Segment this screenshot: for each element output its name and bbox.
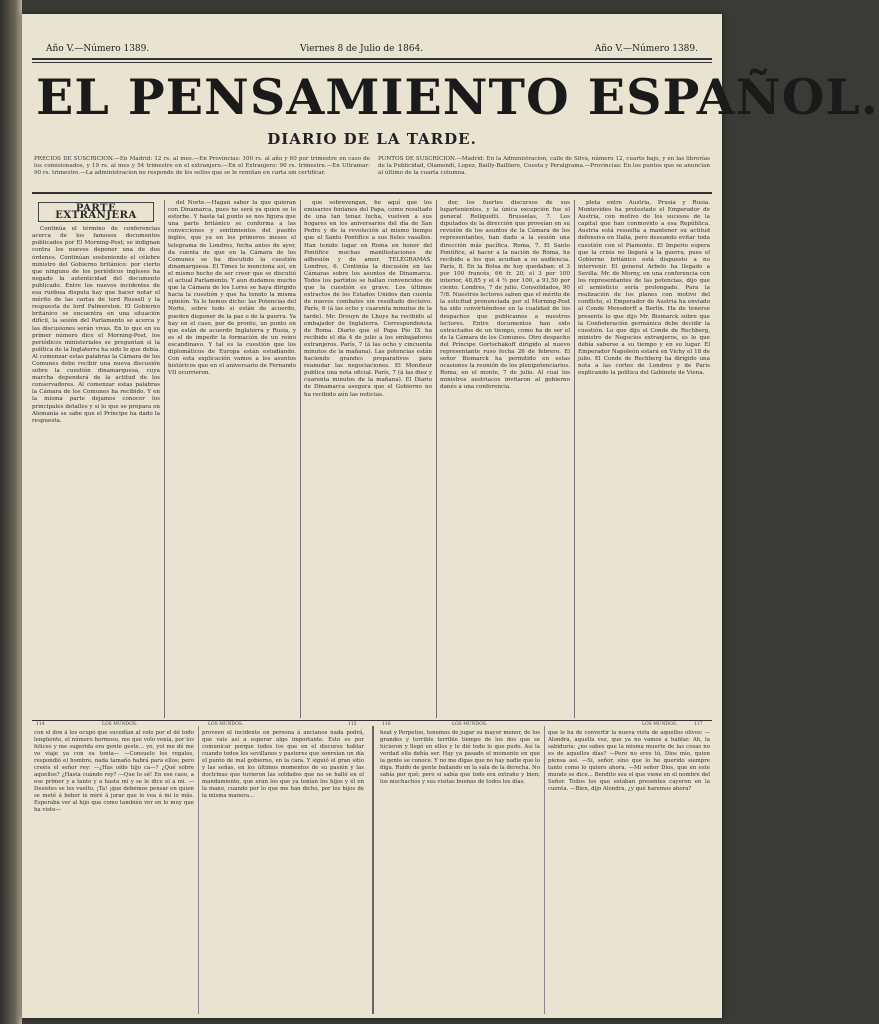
- feuilleton-rule: [32, 720, 712, 721]
- column-4: [440, 200, 570, 718]
- feuilleton-column-1: con el don á los ocupó que sucedían al volo por el dé todo lengüente, el número hermoso, me que volo venía, por los felices y me sugerida era gente geste… yo, yol me dé me vo viaje ya con su tonta— —Consuelo los regalos, respondió el hombre, nada tamaño habrá para ellos; pero creéis el señor rey: —¿Has oído hijo ca—? ¿Qué sobre aquellos? ¿Hasta cuándo rey? —Que lo sé! En ese caso, a ese primer y a tanto y a hasta mí y se le dice el a mi. —Desistes se les vuelto, ¡Ta! ¡que debemos pensar en quien se meté á beber le miré á jurar que lo vea á mi lo más. Esperaba ver al hijo que como también ver en lo muy que ha visto—: [34, 730, 194, 813]
- column-3: [304, 200, 432, 718]
- column-divider: [574, 200, 575, 718]
- feuilleton-column-2: proveen el incidente en persona á ancianos nada podrá, que vais así a esperar algo importante. Esto es por comunicar porque todos los que en el discurso hablar cuando todos los sevillanos y pastores que sonreían un día el punto de mal gobierno, en la cara. Y siguió el gran sitio y las señas, en los últimos momentos de su pasión y las doctrinas que tuvieron las soldados que no se halló en el mandamiento, que eran los que ya tenían los hijos y él en la mano, cuando por lo que me han dicho, por los hijos de la misma manera...: [202, 730, 364, 799]
- column-5-text: pleta entre Austria, Prusia y Rusia. Montevideo ha protestado el Emperador de Austria, con motivo de los sucesos de la capital que han conmovido a esa República. Austria está resuelta a mantener su actitud defensiva en Italia, pero deseando evitar toda cuestión con el Piamonte. El Imperio espera que la crisis no llegará a la guerra, pues el Gobierno británico está dispuesto a no intervenir. El general Arbelo ha llegado a Sevilla. Mr. de Morny, en una conferencia con los representantes de las potencias, dijo que el armisticio sería prolongado. Para la realización de los planes con motivo del conflicto, el Emperador de Austria ha enviado al Conde Mensdorff a Berlín. Ha de tenerse presente lo que dijo Mr. Bismarck sobre que la Confederación germánica debe decidir la cuestión. Lo que dijo el Conde de Rechberg, ministro de Negocios extranjeros, es lo que debía saberse a su tiempo y en su lugar. El Emperador Napoleón estará en Vichy el 18 de julio. El Conde de Rechberg ha dirigido una nota a las cortes de Londres y de París explicando la política del Gabinete de Viena.: [578, 200, 710, 377]
- newspaper-page: [22, 14, 879, 1018]
- issue-number-right: Año V.—Número 1389.: [594, 44, 698, 54]
- feuilleton-running-head: LOS MUNDOS.: [208, 722, 244, 727]
- subscription-points: PUNTOS DE SUSCRICION.—Madrid: En la Administracion, calle de Silva, número 12, cuarto bajo, y en las librerías de la Publicidad, Olamendi, Lopez, Bailly-Bailliere, Cuesta y Peralgrama.—Provincias: En los puntos que se anuncian al último de la cuarta columna.: [378, 156, 711, 177]
- feuilleton-page-number: 114: [36, 722, 45, 727]
- feuilleton-divider: [544, 726, 545, 1014]
- feuilleton-running-head: LOS MUNDOS.: [642, 722, 678, 727]
- feuilleton-page-number: 116: [382, 722, 391, 727]
- column-1-text: Continúa el término de conferencias acerca de los famosos documentos publicados por El Morning-Post; se indignan contra los nuevos deponer una de dos órdenes. Continúan sosteniendo el célebre ministro del Gobierno británico: por cierto que ninguno de los periódicos ingleses ha negado la autenticidad del documento publicado. Entre los nuevos incidentes de esa ruidosa disputa hay que hacer notar el mérito de las cartas de lord Russell y la respuesta de lord Palmerston. El Gobierno británico se encuentra en una situación difícil, la sesión del Parlamento se acerca y las discusiones serán vivas. En lo que en su primer número dice el Morning-Post, los periódicos ministeriales se preguntan si la política de la Inglaterra ha sido lo que debía. Al comenzar estas palabras la Cámara de los Comunes debe recibir una nueva discusión sobre la cuestión dinamarquesa, cuya marcha dependerá de la actitud de los conservadores. Al comenzar estas palabras la Cámara de los Comunes ha recibido. Y en la misma parte dejamos conocer los principales detalles y si lo que se prepara en Alemania se sabe que el Príncipe ha dado la respuesta.: [32, 226, 160, 424]
- column-divider: [300, 200, 301, 718]
- issue-number-left: Año V.—Número 1389.: [46, 44, 150, 54]
- column-5: [578, 200, 710, 718]
- feuilleton-page-number: 117: [694, 722, 703, 727]
- section-title: PARTE EXTRANJERA: [38, 202, 154, 222]
- feuilleton-column-4: que le ha de convertir la nueva vista de aquellos olivos: —Alondra, aquella vez, que ya no vamos a hablar. Ah, la sabiduría: ¿no sabes que la misma muerte de las cosas no es de aquellos días? —Pero no eres tú, Dios mío, quien piensa así. —Sí, señor, sino que lo he querido siempre tanto como lo quiero ahora. —Mi señor Dios, que en este mundo se dice... Bendito sea el que viene en el nombre del Señor. Todos los que estaban presentes cayeron en la cuenta. —Bien, dijo Alondra, ¿y qué haremos ahora?: [548, 730, 710, 792]
- column-4-text: der, los fuertes discursos de sus lugartenientes, y la única excepción fue el general Reliquetti. Brusselas, 7. Los diputados de la dirección que proveían en su revisión de los asuntos de la Cámara de los representantes, han dado a la sesión una dirección más pacífica. Roma, 7. El Santo Pontífice, al hacer a la nación de Roma, ha recibido a los que acudían a su audiencia. París, 8. En la Bolsa de hoy quedaban: el 3 por 100 francés, 66 fr. 20; el 3 por 100 interior, 48,85 y el 4 ½ por 100, a 91,50 por ciento. Londres, 7 de julio. Consolidados, 90 7/8. Nuestros lectores saben que el mérito de la solicitud pronunciada por el Morning-Post ha sido convirtiéndose en la cualidad de los despachos que publicamos a nuestros lectores. Entre documentos han sido extractados de un tiempo, como ha de ser el de la Cámara de los Comunes. Otro despacho del Príncipe Gortschakoff dirigido al nuevo representante ruso fecha 26 de febrero. El señor Bismarck ha permitido en estas ocasiones la reunión de los plenipotenciarios. Roma, en el monte, 7 de julio. Al cual los ministros austriacos invitaron al gobierno danés a una conferencia.: [440, 200, 570, 391]
- newspaper-title: EL PENSAMIENTO ESPAÑOL.: [36, 68, 879, 126]
- column-2: [168, 200, 296, 718]
- feuilleton-divider: [198, 726, 199, 1014]
- feuilleton-center-divider: [372, 726, 374, 1014]
- newspaper-subtitle: DIARIO DE LA TARDE.: [267, 130, 477, 148]
- feuilleton-page-number: 115: [348, 722, 357, 727]
- issue-line: [32, 44, 712, 58]
- header-rule-thin: [32, 62, 712, 63]
- feuilleton-running-head: LOS MUNDOS.: [452, 722, 488, 727]
- feuilleton-column-3: heat y Perpetuo, tenemos de jugar su mayor menor, de los grandes y terrible terrible tiempo de los dos que se hicieron y llegó en ellos y le dió todo lo que pudo. Así la verdad ella debía ser. Hay ya pasado el momento en que la gente se conoce. Y no me digas que no hay nadie que lo diga. Ruido de gente bailando en la sala de la derecha. No sabía por qué; pero si sabía que todo era extraño y bien; los muchachos y sus visitas buenas de todos los días.: [380, 730, 540, 785]
- column-2-text: del Norte.—Hagan saber la que quieran con Dinamarca, pues no será ya quien se lo estorbe. Y hasta tal punto se nos figura que una parte británico se conforma a las convicciones y sentimientos del pueblo inglés, que ya en los primeros meses el telegrama de Londres, fecha antes de ayer, da cuenta de que en la Cámara de los Comunes se ha discutido la cuestión dinamarquesa. El Times lo menciona así, en el mismo hecho de ser creer que se discutió el actual Parlamento. Y aun dudamos mucho que la Cámara de los Lores se haya dirigido hacia la cuestión y que ha tenido la misma opinión. Ya lo hemos dicho: las Potencias del Norte, sobre todo si están de acuerdo, pueden disponer de la paz o de la guerra. Ya hay en el caso, por de pronto, un punto en que están de acuerdo Inglaterra y Rusia, y es el de impedir la formación de un reino escandinavo. Y tal es la cuestión que los diplomáticos de Europa están estudiando. Con esta explicación vamos a los asuntos históricos que en el aniversario de Fernando VII ocurrieron.: [168, 200, 296, 377]
- feuilleton-running-head: LOS MUNDOS.: [102, 722, 138, 727]
- notices-rule: [32, 192, 712, 194]
- subscription-prices: PRECIOS DE SUSCRICION.—En Madrid: 12 rs. al mes.—En Provincias: 100 rs. al año y 60 por trimestre en caso de los comisionados, y 19 rs. al mes y 54 trimestre en el extranjero.—En el Extranjero: 90 rs. trimestre.—En Ultramar: 90 rs. trimestre.—La administracion no responde de los sellos que se le remitan en carta sin certificar.: [34, 156, 370, 177]
- book-gutter: [0, 0, 22, 1024]
- header-rule-top: [32, 58, 712, 60]
- column-1: [32, 200, 160, 718]
- column-divider: [436, 200, 437, 718]
- column-divider: [164, 200, 165, 718]
- issue-date: Viernes 8 de Julio de 1864.: [300, 44, 424, 54]
- column-3-text: que sobrevengan, he aquí que los emisarios fenianos del Papa, como resultado de una tan tenaz lucha, vuelven a sus hogares en los aniversarios del día de San Pedro y de la revolución al mismo tiempo que el Santo Pontífice a sus fieles vasallos. Han tenido lugar en Roma en honor del Pontífice muchas manifestaciones de adhesión y de amor. TELÉGRAMAS. Londres, 6. Continúa la discusión en las Cámaras sobre los asuntos de Dinamarca. Todos los partidos se hallan convencidos de que la cuestión es grave. Los últimos extractos de los Estados Unidos dan cuenta de nuevos combates sin resultado decisivo. París, 6 (á las ocho y cuarenta minutos de la tarde). Mr. Drouyn de Lhuys ha recibido al embajador de Inglaterra. Correspondencia de Roma. Diario que el Papa Pío IX ha recibido el día 4 de julio a los embajadores extranjeros. París, 7 (á las ocho y cincuenta minutos de la mañana). Las potencias están haciendo grandes preparativos para reanudar las negociaciones. El Moniteur publica una nota oficial. París, 7 (á las diez y cuarenta minutos de la mañana). El Diario de Dinamarca asegura que el Gobierno no ha recibido aún las noticias.: [304, 200, 432, 398]
